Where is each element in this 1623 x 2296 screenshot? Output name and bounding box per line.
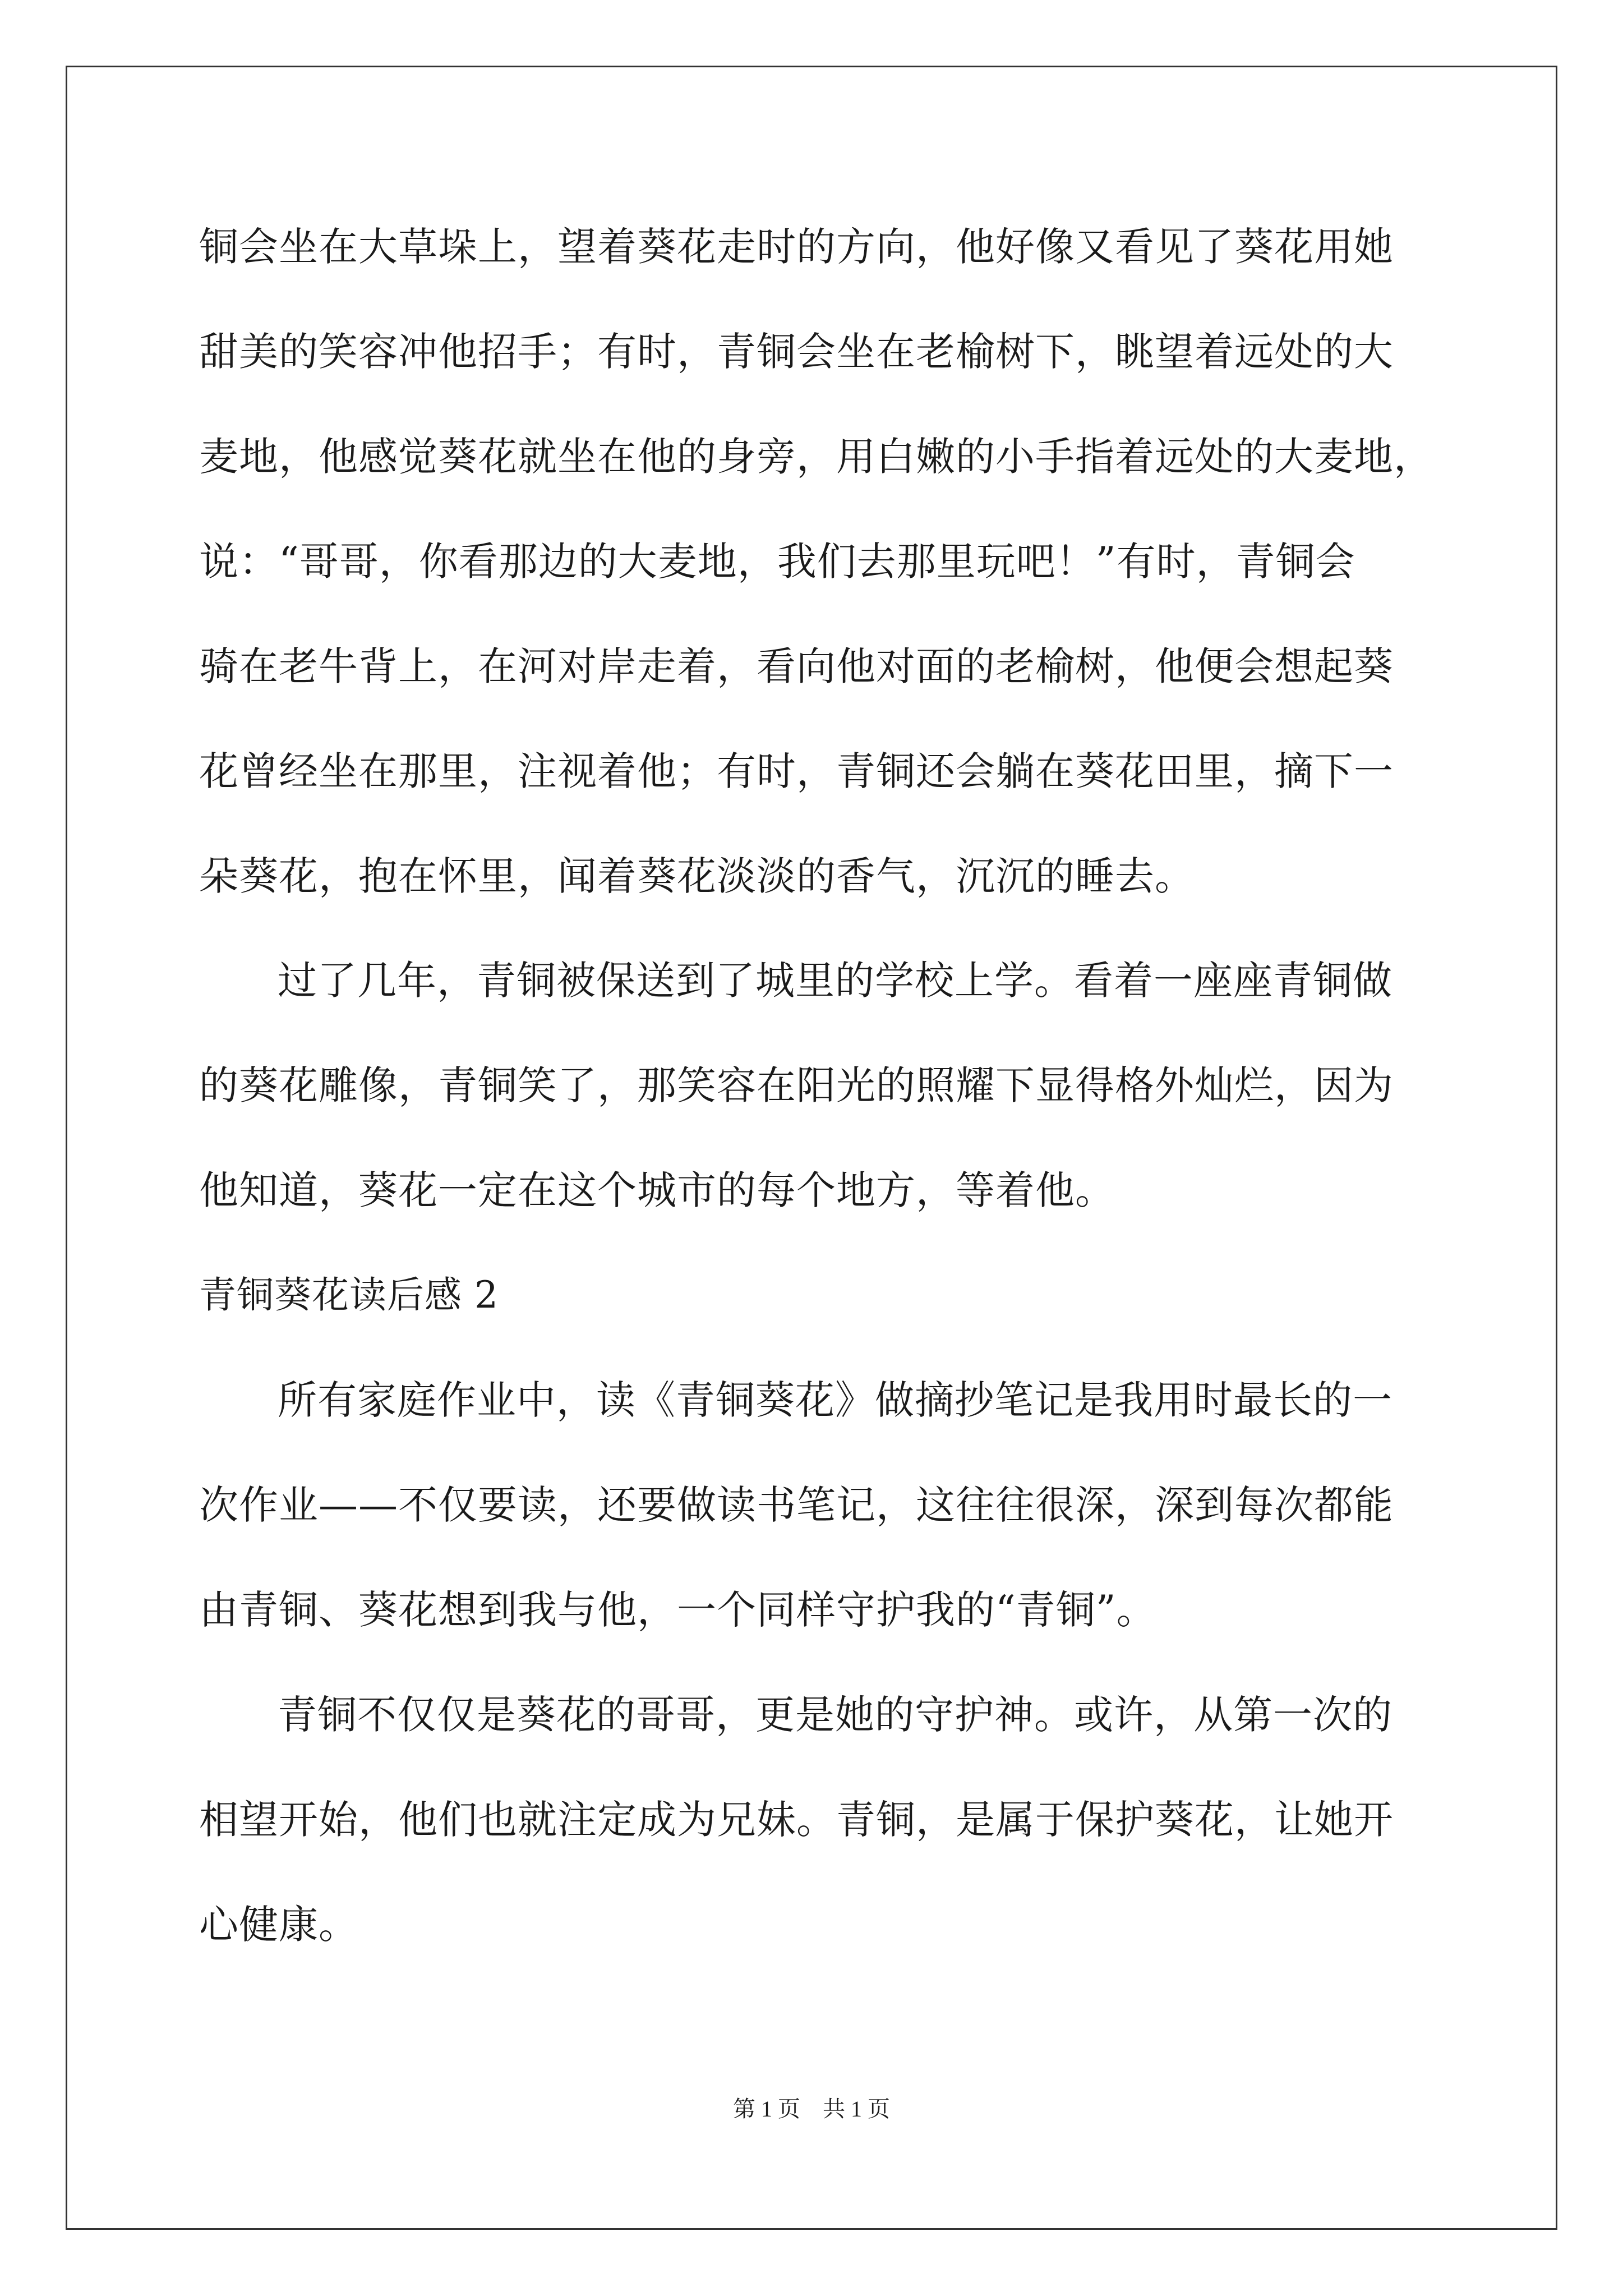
paragraph-start-line: 所有家庭作业中，读《青铜葵花》做摘抄笔记是我用时最长的一 — [278, 1377, 1393, 1423]
text-line: 铜会坐在大草垛上，望着葵花走时的方向，他好像又看见了葵花用她 — [199, 224, 1394, 270]
text-line: 次作业——不仅要读，还要做读书笔记，这往往很深，深到每次都能 — [199, 1482, 1394, 1528]
text-line: 朵葵花，抱在怀里，闻着葵花淡淡的香气，沉沉的睡去。 — [199, 853, 1195, 899]
text-line: 相望开始，他们也就注定成为兄妹。青铜，是属于保护葵花，让她开 — [199, 1797, 1394, 1843]
text-line: 由青铜、葵花想到我与他，一个同样守护我的“青铜”。 — [199, 1587, 1156, 1633]
text-line: 甜美的笑容冲他招手；有时，青铜会坐在老榆树下，眺望着远处的大 — [199, 329, 1394, 375]
page-number-footer: 第 1 页 共 1 页 — [733, 2096, 890, 2122]
text-line: 他知道，葵花一定在这个城市的每个地方，等着他。 — [199, 1167, 1115, 1213]
section-heading: 青铜葵花读后感 2 — [199, 1273, 499, 1317]
text-line: 花曾经坐在那里，注视着他；有时，青铜还会躺在葵花田里，摘下一 — [199, 748, 1394, 794]
text-line: 心健康。 — [199, 1902, 358, 1948]
text-line: 麦地，他感觉葵花就坐在他的身旁，用白嫩的小手指着远处的大麦地， — [199, 434, 1433, 480]
text-line: 说：“哥哥，你看那边的大麦地，我们去那里玩吧！”有时，青铜会 — [199, 539, 1355, 585]
paragraph-start-line: 过了几年，青铜被保送到了城里的学校上学。看着一座座青铜做 — [278, 958, 1393, 1004]
text-line: 的葵花雕像，青铜笑了，那笑容在阳光的照耀下显得格外灿烂，因为 — [199, 1062, 1394, 1108]
paragraph-start-line: 青铜不仅仅是葵花的哥哥，更是她的守护神。或许，从第一次的 — [278, 1692, 1393, 1738]
text-line: 骑在老牛背上，在河对岸走着，看向他对面的老榆树，他便会想起葵 — [199, 643, 1394, 689]
